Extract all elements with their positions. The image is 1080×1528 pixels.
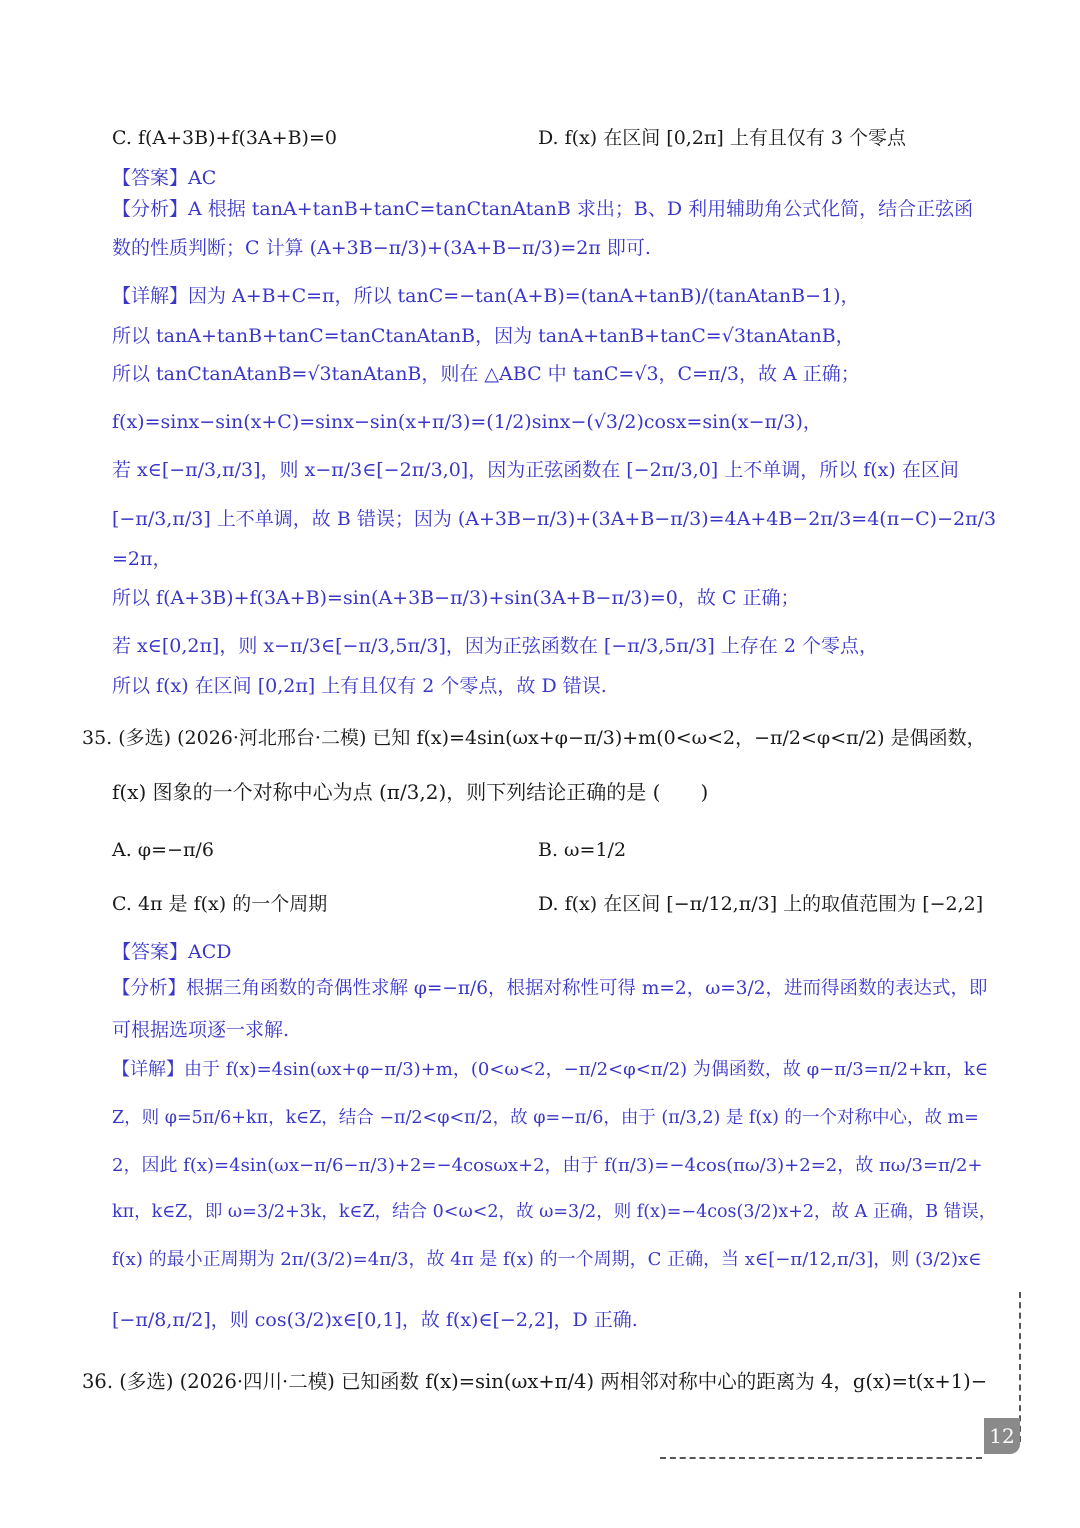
q35-option-c: C. 4π 是 f(x) 的一个周期 <box>112 893 328 915</box>
q34-detail-line-9: 若 x∈[0,2π]，则 x−π/3∈[−π/3,5π/3]，因为正弦函数在 [−π/3,5π/3] 上存在 2 个零点， <box>112 635 878 657</box>
page-number: 12 <box>984 1418 1020 1454</box>
q34-detail-line-8: 所以 f(A+3B)+f(3A+B)=sin(A+3B−π/3)+sin(3A+B−π/3)=0，故 C 正确； <box>112 587 800 609</box>
q35-detail-line-3: 2，因此 f(x)=4sin(ωx−π/6−π/3)+2=−4cosωx+2，由于 f(π/3)=−4cos(πω/3)+2=2，故 πω/3=π/2+ <box>112 1155 983 1176</box>
q35-detail-line-6: [−π/8,π/2]，则 cos(3/2)x∈[0,1]，故 f(x)∈[−2,2]，D 正确. <box>112 1309 638 1331</box>
q34-detail-line-2: 所以 tanA+tanB+tanC=tanCtanAtanB，因为 tanA+tanB+tanC=√3tanAtanB， <box>112 325 855 347</box>
q36-stem-line-1: 36. (多选) (2026·四川·二模) 已知函数 f(x)=sin(ωx+π/4) 两相邻对称中心的距离为 4，g(x)=t(x+1)− <box>82 1370 988 1393</box>
q35-stem-line-2: f(x) 图象的一个对称中心为点 (π/3,2)，则下列结论正确的是 ( ) <box>112 780 709 804</box>
q35-detail-line-1: 【详解】由于 f(x)=4sin(ωx+φ−π/3)+m，(0<ω<2，−π/2<φ<π/2) 为偶函数，故 φ−π/3=π/2+kπ，k∈ <box>112 1059 989 1080</box>
q35-detail-line-4: kπ，k∈Z，即 ω=3/2+3k，k∈Z，结合 0<ω<2，故 ω=3/2，则 f(x)=−4cos(3/2)x+2，故 A 正确，B 错误， <box>112 1202 997 1222</box>
q34-detail-line-4: f(x)=sinx−sin(x+C)=sinx−sin(x+π/3)=(1/2)sinx−(√3/2)cosx=sin(x−π/3)， <box>112 411 822 433</box>
q34-analysis-line-2: 数的性质判断；C 计算 (A+3B−π/3)+(3A+B−π/3)=2π 即可. <box>112 237 651 259</box>
page-frame-horizontal-dashes <box>660 1457 982 1459</box>
q34-answer: 【答案】AC <box>112 167 217 189</box>
q35-detail-line-2: Z，则 φ=5π/6+kπ，k∈Z，结合 −π/2<φ<π/2，故 φ=−π/6，由于 (π/3,2) 是 f(x) 的一个对称中心，故 m= <box>112 1108 979 1128</box>
q34-option-d: D. f(x) 在区间 [0,2π] 上有且仅有 3 个零点 <box>538 127 907 149</box>
q35-analysis-line-2: 可根据选项逐一求解. <box>112 1019 290 1041</box>
q34-detail-line-10: 所以 f(x) 在区间 [0,2π] 上有且仅有 2 个零点，故 D 错误. <box>112 675 607 697</box>
q34-detail-line-7: =2π， <box>112 548 172 570</box>
q35-detail-line-5: f(x) 的最小正周期为 2π/(3/2)=4π/3，故 4π 是 f(x) 的一个周期，C 正确，当 x∈[−π/12,π/3]，则 (3/2)x∈ <box>112 1249 982 1270</box>
q34-detail-line-3: 所以 tanCtanAtanB=√3tanAtanB，则在 △ABC 中 tanC=√3，C=π/3，故 A 正确； <box>112 363 860 385</box>
q34-option-c: C. f(A+3B)+f(3A+B)=0 <box>112 127 337 149</box>
q35-analysis-line-1: 【分析】根据三角函数的奇偶性求解 φ=−π/6，根据对称性可得 m=2，ω=3/2，进而得函数的表达式，即 <box>112 978 988 999</box>
q35-option-d: D. f(x) 在区间 [−π/12,π/3] 上的取值范围为 [−2,2] <box>538 893 984 915</box>
q35-answer: 【答案】ACD <box>112 941 232 963</box>
q34-analysis-line-1: 【分析】A 根据 tanA+tanB+tanC=tanCtanAtanB 求出；B、D 利用辅助角公式化简，结合正弦函 <box>112 198 974 220</box>
q34-detail-line-5: 若 x∈[−π/3,π/3]，则 x−π/3∈[−2π/3,0]，因为正弦函数在 [−2π/3,0] 上不单调，所以 f(x) 在区间 <box>112 459 959 481</box>
q35-option-a: A. φ=−π/6 <box>112 839 214 861</box>
q34-detail-line-6: [−π/3,π/3] 上不单调，故 B 错误；因为 (A+3B−π/3)+(3A+B−π/3)=4A+4B−2π/3=4(π−C)−2π/3 <box>112 508 997 530</box>
q35-stem-line-1: 35. (多选) (2026·河北邢台·二模) 已知 f(x)=4sin(ωx+φ−π/3)+m(0<ω<2，−π/2<φ<π/2) 是偶函数， <box>82 727 986 749</box>
q34-detail-line-1: 【详解】因为 A+B+C=π，所以 tanC=−tan(A+B)=(tanA+tanB)/(tanAtanB−1)， <box>112 285 860 307</box>
q35-option-b: B. ω=1/2 <box>538 839 627 861</box>
